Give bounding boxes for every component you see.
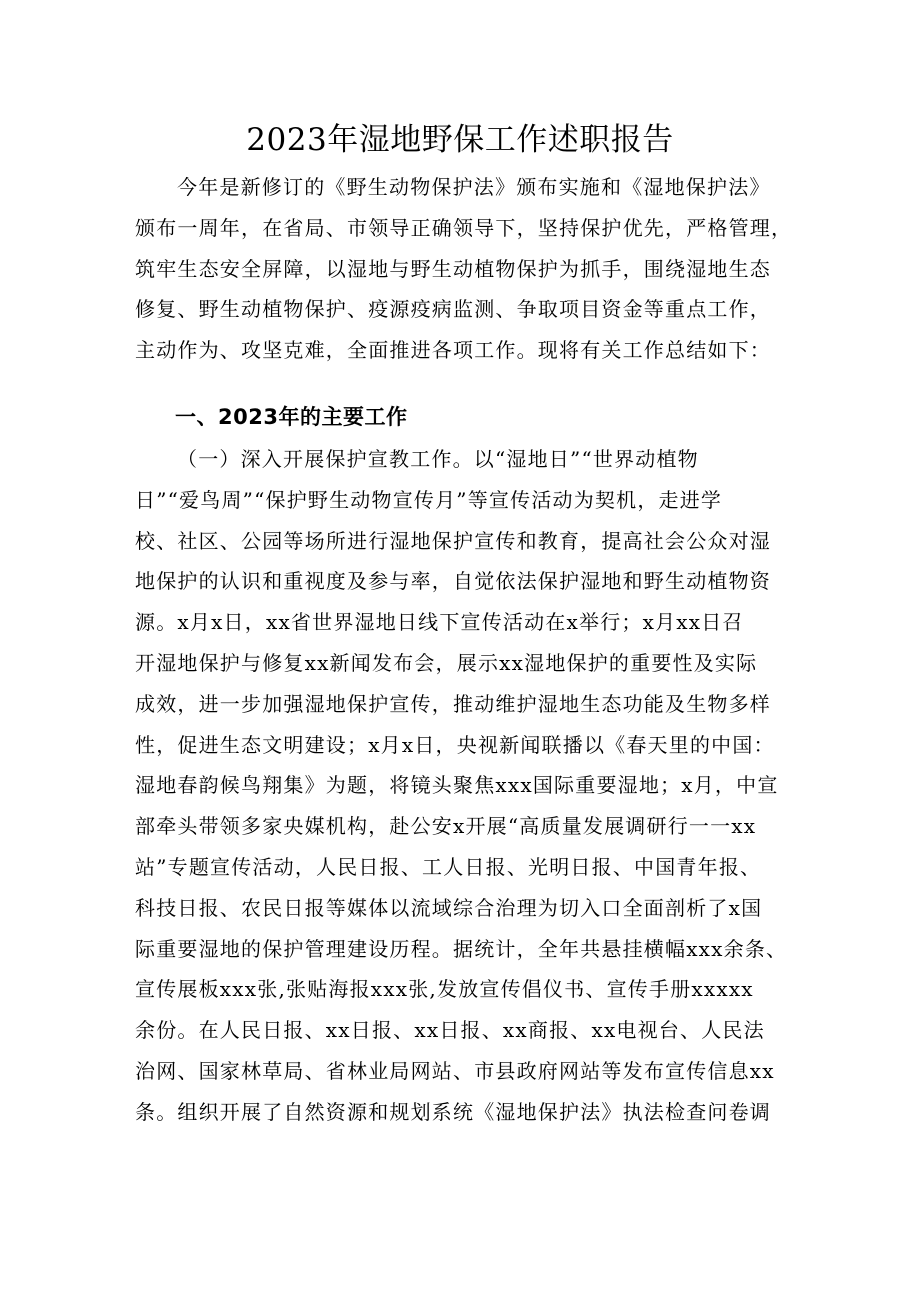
paragraph-line: 宣传展板xxx张,张贴海报xxx张,发放宣传倡仪书、宣传手册xxxxx [135, 977, 754, 1002]
paragraph-line: 开湿地保护与修复xx新闻发布会，展示xx湿地保护的重要性及实际 [135, 650, 758, 675]
paragraph-line: 湿地春韵候鸟翔集》为题，将镜头聚焦xxx国际重要湿地；x月，中宣 [135, 773, 779, 798]
intro-line: 颁布一周年，在省局、市领导正确领导下，坚持保护优先，严格管理， [135, 215, 793, 240]
intro-line: 筑牢生态安全屏障，以湿地与野生动植物保护为抓手，围绕湿地生态 [135, 256, 771, 281]
paragraph-line: 站”专题宣传活动，人民日报、工人日报、光明日报、中国青年报、 [135, 854, 762, 879]
intro-line: 修复、野生动植物保护、疫源疫病监测、争取项目资金等重点工作， [135, 297, 771, 322]
paragraph-line: 条。组织开展了自然资源和规划系统《湿地保护法》执法检查问卷调 [135, 1099, 771, 1124]
section-heading: 一、2023年的主要工作 [175, 405, 408, 429]
body-paragraph [135, 439, 795, 1133]
paragraph-line: 部牵头带领多家央媒机构，赴公安x开展“高质量发展调研行一一xx [135, 814, 757, 839]
paragraph-line: 源。x月x日，xx省世界湿地日线下宣传活动在x举行；x月xx日召 [135, 610, 744, 635]
paragraph-line: 余份。在人民日报、xx日报、xx日报、xx商报、xx电视台、人民法 [135, 1018, 765, 1043]
paragraph-line: 地保护的认识和重视度及参与率，自觉依法保护湿地和野生动植物资 [135, 569, 771, 594]
paragraph-line: 日”“爱鸟周”“保护野生动物宣传月”等宣传活动为契机，走进学 [135, 487, 723, 512]
paragraph-line: 治网、国家林草局、省林业局网站、市县政府网站等发布宣传信息xx [135, 1058, 775, 1083]
intro-paragraph [135, 167, 795, 371]
intro-line: 主动作为、攻坚克难，全面推进各项工作。现将有关工作总结如下： [135, 338, 771, 363]
paragraph-line: 性，促进生态文明建设；x月x日，央视新闻联播以《春天里的中国： [135, 732, 775, 757]
document-title: 2023年湿地野保工作述职报告 [246, 122, 674, 158]
paragraph-line: （一）深入开展保护宣教工作。以“湿地日”“世界动植物 [177, 447, 699, 471]
paragraph-line: 校、社区、公园等场所进行湿地保护宣传和教育，提高社会公众对湿 [135, 528, 771, 553]
paragraph-line: 成效，进一步加强湿地保护宣传，推动维护湿地生态功能及生物多样 [135, 691, 771, 716]
paragraph-line: 际重要湿地的保护管理建设历程。据统计，全年共悬挂横幅xxx余条、 [135, 936, 788, 961]
paragraph-line: 科技日报、农民日报等媒体以流域综合治理为切入口全面剖析了x国 [135, 895, 763, 920]
intro-line: 今年是新修订的《野生动物保护法》颁布实施和《湿地保护法》 [177, 175, 771, 199]
